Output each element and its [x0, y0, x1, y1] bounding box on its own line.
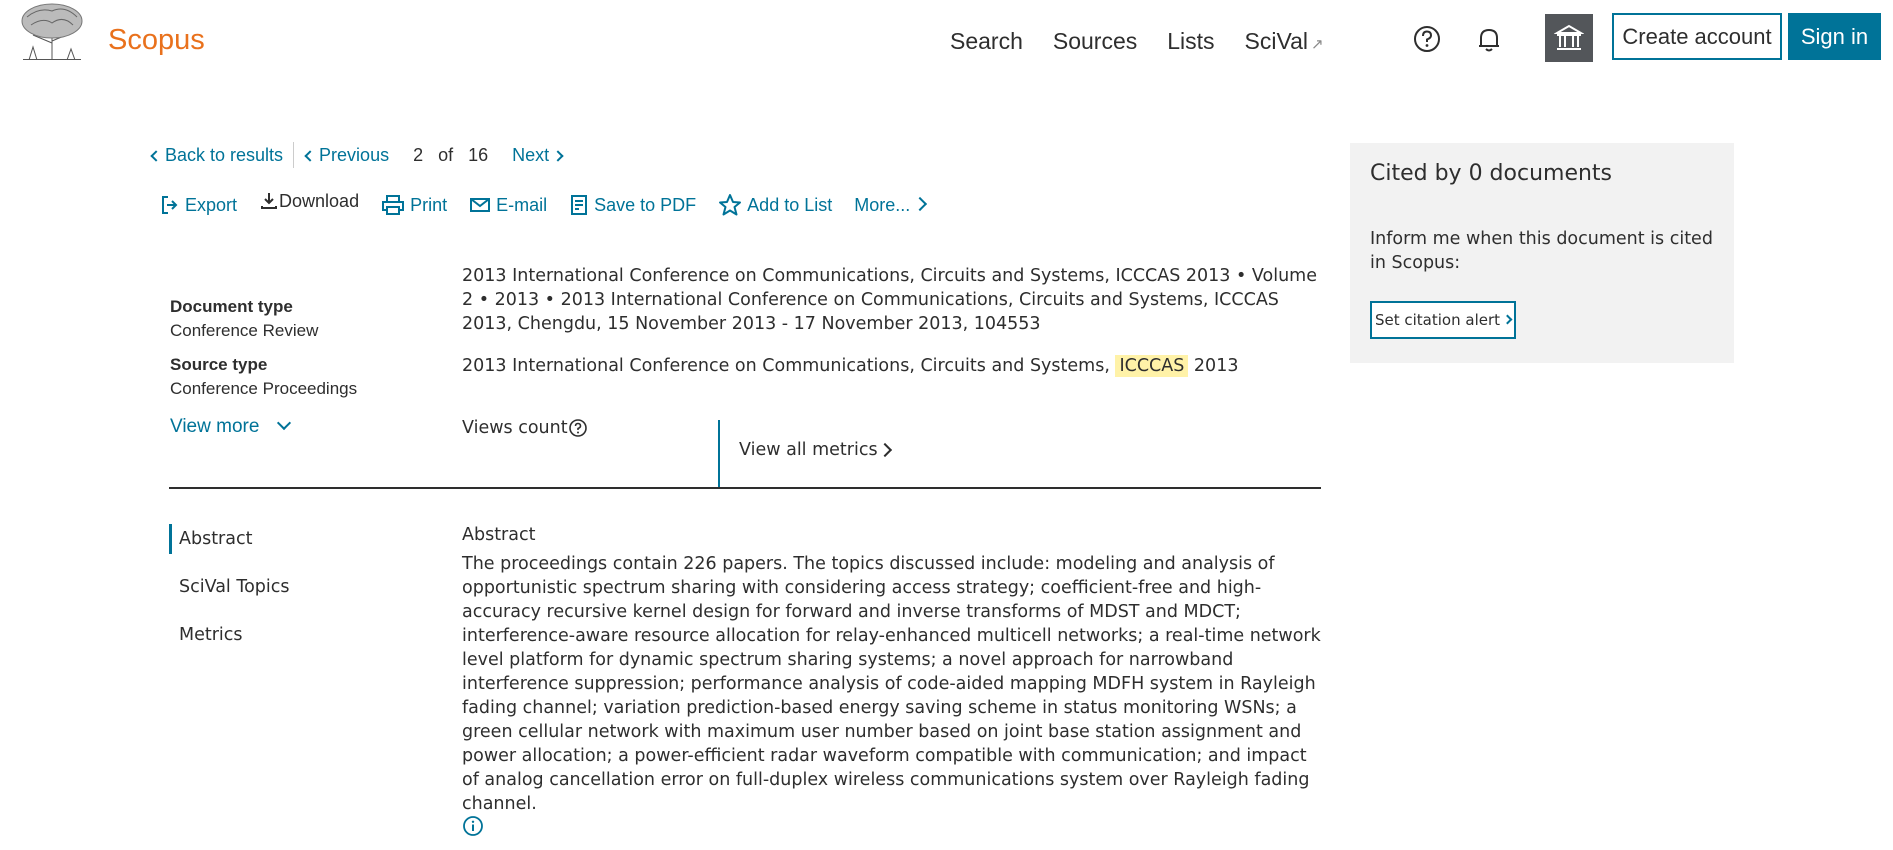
- previous-label: Previous: [319, 144, 390, 165]
- nav-scival[interactable]: [1245, 28, 1324, 55]
- cited-by-panel: [1350, 143, 1734, 363]
- external-link-icon: ↗: [1311, 36, 1324, 53]
- metrics-divider: [718, 420, 720, 488]
- chevron-left-icon: [150, 150, 161, 161]
- views-count-label: Views count: [462, 418, 568, 438]
- pager-divider: [293, 142, 294, 168]
- document-type-label: Document type: [170, 297, 293, 316]
- source-type-value: Conference Proceedings: [170, 379, 358, 398]
- header: [0, 0, 1893, 80]
- section-nav: [169, 524, 290, 668]
- info-icon[interactable]: [462, 815, 484, 837]
- section-nav-abstract[interactable]: Abstract: [169, 524, 290, 554]
- print-button[interactable]: [381, 194, 447, 216]
- section-nav-metrics[interactable]: Metrics: [179, 625, 243, 645]
- title-prefix: 2013 International Conference on Communications, Circuits and Systems,: [462, 356, 1116, 376]
- view-all-metrics-label: View all metrics: [739, 440, 878, 460]
- more-button[interactable]: [854, 195, 925, 216]
- title-suffix: 2013: [1188, 356, 1239, 376]
- next-label: Next: [512, 144, 550, 165]
- email-label: E-mail: [496, 194, 548, 215]
- bell-icon[interactable]: [1472, 22, 1506, 56]
- question-icon[interactable]: [568, 418, 588, 438]
- institution-icon: [1554, 23, 1584, 53]
- export-button[interactable]: [160, 194, 237, 216]
- save-pdf-icon: [569, 194, 589, 216]
- views-count: [462, 418, 588, 438]
- next-link[interactable]: [512, 145, 562, 166]
- view-more-label: View more: [170, 416, 260, 437]
- document-title: [462, 356, 1238, 376]
- main-nav: [950, 28, 1354, 55]
- source-type-label: Source type: [170, 355, 268, 374]
- abstract-text: The proceedings contain 226 papers. The topics discussed include: modeling and analysis of opportunistic spectrum sharing with considering access strategy; coefficient-free and high-accuracy recursive kernel design for forward and inverse transforms of MDST and MDCT; interference-aware resource allocation for relay-enhanced multicell networks; a real-time network level platform for dynamic spectrum sharing systems; a novel approach for narrowband interference suppression; performance analysis of code-aided mapping MDFH system in Rayleigh fading channel; variation prediction-based energy saving scheme in status monitoring WSNs; a green cellular network with maximum user number based on joint base station assignment and power allocation; a power-efficient radar waveform compatible with communication; and impact of analog cancellation error on full-duplex wireless communications system over Rayleigh fading channel.: [462, 554, 1321, 814]
- brand-name[interactable]: Scopus: [108, 24, 205, 56]
- back-to-results-label: Back to results: [165, 144, 284, 165]
- download-button[interactable]: [259, 191, 359, 212]
- email-button[interactable]: [469, 195, 547, 216]
- section-nav-scival-topics[interactable]: SciVal Topics: [179, 577, 290, 597]
- document-toolbar: [160, 190, 947, 217]
- download-icon: [259, 191, 279, 211]
- export-label: Export: [185, 194, 238, 215]
- chevron-right-icon: [553, 150, 564, 161]
- email-icon: [469, 196, 491, 214]
- document-type-value: Conference Review: [170, 321, 319, 340]
- nav-lists[interactable]: Lists: [1167, 28, 1215, 54]
- print-label: Print: [410, 194, 448, 215]
- result-pager: [152, 142, 562, 168]
- export-icon: [160, 194, 180, 216]
- chevron-down-icon: [277, 416, 291, 430]
- view-all-metrics-link[interactable]: [739, 440, 890, 460]
- more-label: More...: [854, 194, 911, 215]
- chevron-left-icon: [304, 150, 315, 161]
- institution-button[interactable]: [1545, 14, 1593, 62]
- download-label: Download: [279, 190, 360, 211]
- result-position: [413, 145, 488, 166]
- previous-link[interactable]: [306, 145, 389, 166]
- elsevier-logo-icon[interactable]: [19, 3, 85, 60]
- back-to-results-link[interactable]: [152, 145, 283, 166]
- save-pdf-label: Save to PDF: [594, 194, 697, 215]
- title-highlight: ICCCAS: [1115, 355, 1188, 377]
- print-icon: [381, 194, 405, 216]
- sign-in-button[interactable]: Sign in: [1788, 13, 1881, 60]
- of-label: of: [438, 144, 454, 165]
- view-more-button[interactable]: [170, 416, 289, 438]
- add-to-list-label: Add to List: [747, 194, 833, 215]
- save-pdf-button[interactable]: [569, 194, 696, 216]
- cited-by-text: Inform me when this document is cited in Scopus:: [1370, 229, 1713, 273]
- set-citation-alert-label: Set citation alert: [1374, 311, 1501, 329]
- abstract-heading: Abstract: [462, 525, 536, 545]
- nav-sources[interactable]: Sources: [1052, 28, 1138, 54]
- add-to-list-button[interactable]: [718, 193, 832, 217]
- source-info: 2013 International Conference on Communications, Circuits and Systems, ICCCAS 2013 • Volume 2 • 2013 • 2013 International Conference on Communications, Circuits and Systems, ICCCAS 2013, Chengdu, 15 November 2013 - 17 November 2013, 104553: [462, 266, 1317, 334]
- chevron-right-icon: [913, 197, 927, 211]
- total-count: 16: [468, 144, 489, 165]
- set-citation-alert-button[interactable]: [1370, 301, 1516, 339]
- chevron-right-icon: [1503, 314, 1513, 324]
- help-icon[interactable]: [1410, 22, 1444, 56]
- section-divider: [169, 487, 1321, 489]
- nav-scival-label: SciVal: [1244, 28, 1309, 54]
- star-icon: [718, 193, 742, 217]
- cited-by-title: Cited by 0 documents: [1370, 161, 1613, 186]
- create-account-button[interactable]: Create account: [1612, 13, 1782, 60]
- current-index: 2: [413, 144, 424, 165]
- nav-search[interactable]: Search: [950, 28, 1023, 54]
- chevron-right-icon: [878, 443, 892, 457]
